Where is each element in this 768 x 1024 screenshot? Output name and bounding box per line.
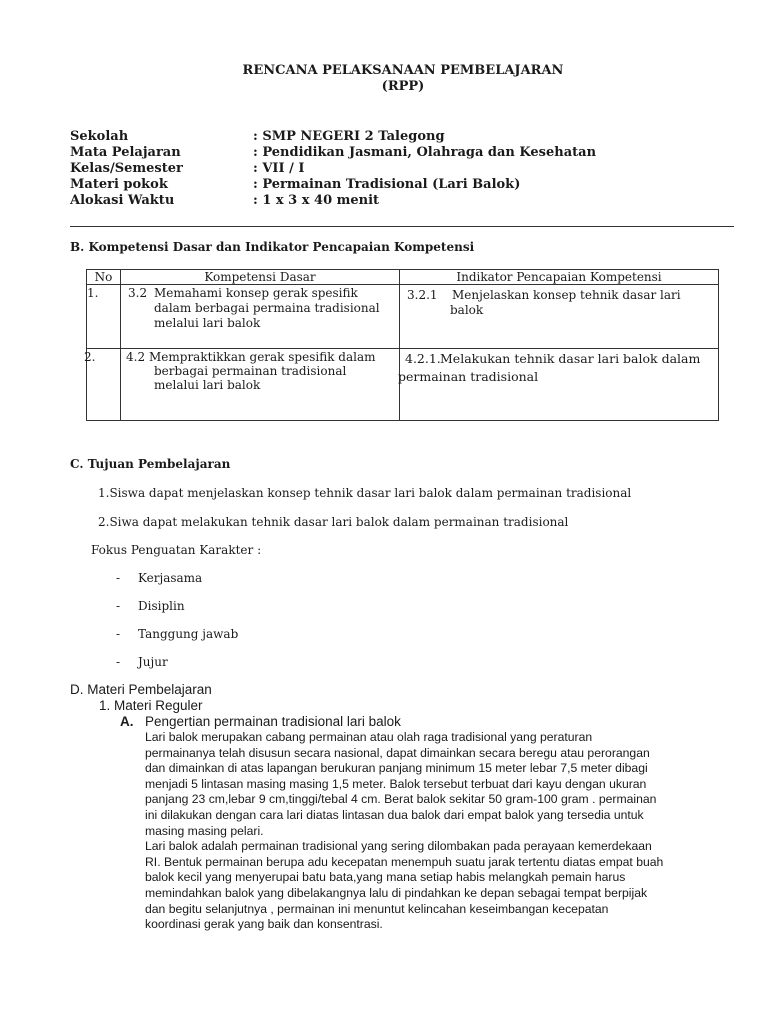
karakter-item: Jujur (138, 655, 168, 669)
info-value-sekolah: : SMP NEGERI 2 Talegong (253, 129, 445, 144)
paragraph-line: RI. Bentuk permainan berupa adu kecepatan menempuh suatu jarak tertentu diatas empat buah (145, 854, 664, 869)
materi-paragraph (145, 730, 745, 933)
indikator-text-line: balok (450, 303, 484, 317)
karakter-item: Kerjasama (138, 571, 203, 585)
kd-text-line: melalui lari balok (154, 316, 261, 330)
goal-text-continued: konsep tehnik dasar lari balok dalam permainan tradisional (267, 486, 632, 500)
goal-item (98, 515, 568, 529)
info-label-alokasi: Alokasi Waktu (70, 193, 175, 208)
table-cell-no (84, 349, 121, 421)
competency-table (86, 269, 719, 421)
paragraph-line: Lari balok merupakan cabang permainan atau olah raga tradisional yang peraturan (145, 730, 593, 744)
paragraph-line: masing masing pelari. (145, 823, 264, 838)
paragraph-line: menjadi 5 lintasan masing masing 1,5 meter. Balok tersebut terbuat dari kayu dengan ukuran (145, 776, 647, 791)
kd-text-line: Memahami konsep gerak spesifik (154, 286, 358, 300)
paragraph-line: koordinasi gerak yang baik dan konsentrasi. (145, 917, 383, 932)
table-header-no: No (87, 270, 121, 285)
info-value-alokasi: : 1 x 3 x 40 menit (253, 193, 380, 208)
info-label-mata-pelajaran: Mata Pelajaran (70, 145, 181, 160)
info-label-materi: Materi pokok (70, 177, 168, 192)
paragraph-line: ini dilakukan dengan cara lari diatas lintasan dua balok dari empat balok yang tersedia untuk (145, 807, 644, 822)
paragraph-line: dan dimainkan di atas lapangan berukuran panjang minimum 15 meter lebar 7,5 meter dibagi (145, 761, 648, 776)
karakter-item: Tanggung jawab (138, 627, 239, 641)
kd-number: 3.2 (128, 286, 148, 300)
info-value-materi: : Permainan Tradisional (Lari Balok) (253, 177, 521, 192)
indikator-text-line: permainan tradisional (398, 369, 539, 384)
info-label-kelas: Kelas/Semester (70, 161, 183, 176)
indikator-number: 4.2.1. (405, 351, 441, 366)
table-header-row (87, 270, 719, 285)
document-subtitle: (RPP) (381, 79, 425, 94)
indikator-text-line: Melakukan tehnik dasar lari balok dalam (440, 351, 701, 366)
table-cell-no (87, 285, 121, 349)
goal-text-continued: tehnik dasar lari balok dalam permainan tradisional (251, 515, 569, 529)
karakter-dash: - (116, 627, 121, 641)
karakter-dash: - (116, 571, 121, 585)
row-number: 1. (87, 286, 99, 300)
paragraph-line: memindahkan balok yang dibelakangnya lalu di pindahkan ke depan sebagai tempat berpijak (145, 885, 648, 900)
kd-text-line: berbagai permainan tradisional (154, 364, 347, 378)
paragraph-line: panjang 23 cm,lebar 9 cm,tinggi/tebal 4 cm. Berat balok sekitar 50 gram-100 gram . permainan (145, 792, 657, 807)
header-divider (70, 226, 734, 227)
table-cell-indikator (400, 349, 719, 421)
document-title: RENCANA PELAKSANAAN PEMBELAJARAN (242, 63, 564, 78)
karakter-dash: - (116, 599, 121, 613)
kd-number: 4.2 (126, 350, 146, 364)
table-header-indikator: Indikator Pencapaian Kompetensi (400, 270, 719, 285)
kd-text-line: dalam berbagai permaina tradisional (154, 301, 380, 315)
table-cell-kd (121, 285, 400, 349)
section-c-heading: C. Tujuan Pembelajaran (70, 457, 231, 471)
paragraph-line: permainanya telah disusun secara nasional, dapat dimainkan secara beregu atau perorangan (145, 745, 650, 760)
kd-text-line: Mempraktikkan gerak spesifik dalam (149, 350, 376, 364)
goal-number: 2. (98, 515, 110, 529)
kd-text-line: melalui lari balok (154, 378, 261, 392)
paragraph-line: Lari balok adalah permainan tradisional yang sering dilombakan pada perayaan kemerdekaan (145, 839, 652, 854)
materi-reguler-heading: 1. Materi Reguler (99, 698, 203, 713)
table-cell-kd (121, 349, 400, 421)
goal-text: Siwa dapat melakukan (109, 515, 248, 529)
info-value-kelas: : VII / I (253, 161, 305, 176)
goal-number: 1. (98, 486, 110, 500)
indikator-number: 3.2.1 (407, 288, 438, 302)
table-cell-indikator (400, 285, 719, 349)
subsection-a-letter: A. (120, 714, 134, 729)
section-d-heading: D. Materi Pembelajaran (70, 682, 212, 697)
info-value-mata-pelajaran: : Pendidikan Jasmani, Olahraga dan Kesehatan (253, 145, 597, 160)
table-header-kd: Kompetensi Dasar (121, 270, 400, 285)
info-label-sekolah: Sekolah (70, 129, 129, 144)
fokus-label: Fokus Penguatan Karakter : (91, 543, 262, 557)
section-b-heading: B. Kompetensi Dasar dan Indikator Pencapaian Kompetensi (70, 240, 475, 254)
indikator-text-line: Menjelaskan konsep tehnik dasar lari (452, 288, 681, 302)
table-row (87, 349, 719, 421)
table-row (87, 285, 719, 349)
subsection-a-title: Pengertian permainan tradisional lari balok (145, 714, 401, 729)
karakter-dash: - (116, 655, 121, 669)
goal-item (98, 486, 631, 500)
row-number: 2. (84, 350, 96, 364)
karakter-item: Disiplin (138, 599, 185, 613)
goal-text: Siswa dapat menjelaskan (109, 486, 264, 500)
paragraph-line: balok kecil yang menyerupai batu bata,yang mana setiap habis melangkah pemain harus (145, 870, 626, 885)
paragraph-line: dan begitu selanjutnya , permainan ini menuntut kelincahan keseimbangan kecepatan (145, 901, 609, 916)
